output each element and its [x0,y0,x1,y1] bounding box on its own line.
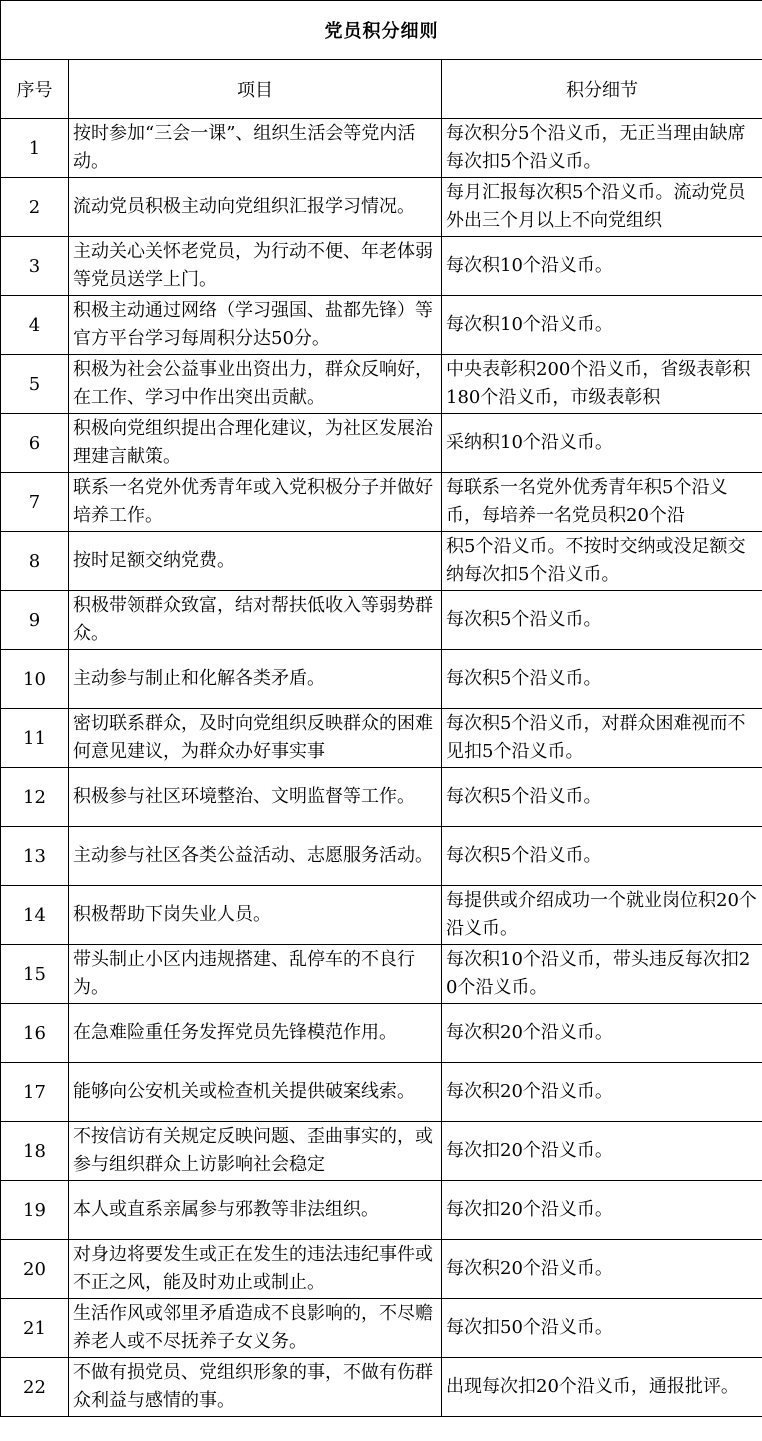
row-item-cell [69,532,442,591]
row-item-cell [69,768,442,827]
table-row [1,886,762,945]
row-detail-cell [442,709,762,768]
row-item-cell [69,1004,442,1063]
row-detail-text: 每联系一名党外优秀青年积5个沿义币，每培养一名党员积20个沿 [446,477,728,526]
row-detail-text: 每次积5个沿义币。 [446,786,602,807]
table-row [1,119,762,178]
table-row [1,768,762,827]
header-index: 序号 [1,60,69,119]
header-item: 项目 [69,60,442,119]
row-detail-text: 每次积20个沿义币。 [446,1258,613,1279]
table-row [1,650,762,709]
table-row [1,1299,762,1358]
row-item-cell [69,237,442,296]
row-detail-cell [442,1063,762,1122]
row-detail-cell [442,237,762,296]
table-row [1,532,762,591]
row-index: 21 [1,1299,69,1358]
table-row [1,945,762,1004]
row-item-text: 主动参与制止和化解各类矛盾。 [73,668,325,689]
row-detail-cell [442,473,762,532]
row-detail-text: 每次积10个沿义币。 [446,314,613,335]
row-item-cell [69,1358,442,1417]
row-index: 8 [1,532,69,591]
table-row [1,591,762,650]
table-title: 党员积分细则 [1,1,762,60]
row-detail-text: 每次积20个沿义币。 [446,1081,613,1102]
row-item-text: 积极向党组织提出合理化建议，为社区发展治理建言献策。 [73,418,433,467]
row-detail-cell [442,1004,762,1063]
row-item-text: 本人或直系亲属参与邪教等非法组织。 [73,1199,379,1220]
row-index: 2 [1,178,69,237]
row-item-text: 对身边将要发生或正在发生的违法违纪事件或不正之风，能及时劝止或制止。 [73,1244,433,1293]
row-item-text: 主动参与社区各类公益活动、志愿服务活动。 [73,845,433,866]
row-item-text: 带头制止小区内违规搭建、乱停车的不良行为。 [73,949,415,998]
table-row [1,1358,762,1417]
header-detail: 积分细节 [442,60,762,119]
row-item-cell [69,886,442,945]
row-item-cell [69,1240,442,1299]
row-detail-text: 积5个沿义币。不按时交纳或没足额交纳每次扣5个沿义币。 [446,536,746,585]
row-index: 14 [1,886,69,945]
row-detail-text: 每月汇报每次积5个沿义币。流动党员外出三个月以上不向党组织 [446,182,746,231]
row-detail-text: 每次扣20个沿义币。 [446,1199,613,1220]
row-item-text: 积极帮助下岗失业人员。 [73,904,271,925]
row-detail-cell [442,414,762,473]
row-item-text: 生活作风或邻里矛盾造成不良影响的，不尽赡养老人或不尽抚养子女义务。 [73,1303,433,1352]
row-item-cell [69,296,442,355]
row-item-text: 流动党员积极主动向党组织汇报学习情况。 [73,196,415,217]
row-item-text: 积极主动通过网络（学习强国、盐都先锋）等官方平台学习每周积分达50分。 [73,300,433,349]
row-index: 11 [1,709,69,768]
row-index: 16 [1,1004,69,1063]
row-item-cell [69,650,442,709]
table-row [1,237,762,296]
row-detail-text: 出现每次扣20个沿义币，通报批评。 [446,1376,739,1397]
table-row [1,178,762,237]
row-item-text: 积极参与社区环境整治、文明监督等工作。 [73,786,415,807]
row-detail-text: 每次扣20个沿义币。 [446,1140,613,1161]
table-row [1,1181,762,1240]
row-detail-text: 每次积5个沿义币。 [446,609,602,630]
row-index: 22 [1,1358,69,1417]
row-detail-cell [442,591,762,650]
table-row [1,355,762,414]
table-row [1,709,762,768]
row-index: 5 [1,355,69,414]
row-index: 10 [1,650,69,709]
row-item-text: 主动关心关怀老党员，为行动不便、年老体弱等党员送学上门。 [73,241,433,290]
row-detail-cell [442,178,762,237]
row-index: 13 [1,827,69,886]
row-index: 15 [1,945,69,1004]
row-detail-text: 每次积10个沿义币。 [446,255,613,276]
row-detail-cell [442,1240,762,1299]
row-item-cell [69,1122,442,1181]
row-index: 20 [1,1240,69,1299]
row-detail-text: 每次积20个沿义币。 [446,1022,613,1043]
row-detail-cell [442,296,762,355]
row-index: 19 [1,1181,69,1240]
row-detail-cell [442,532,762,591]
row-index: 18 [1,1122,69,1181]
row-item-cell [69,473,442,532]
row-item-cell [69,1063,442,1122]
row-item-cell [69,178,442,237]
row-detail-cell [442,1299,762,1358]
row-detail-cell [442,1358,762,1417]
row-index: 3 [1,237,69,296]
row-item-text: 联系一名党外优秀青年或入党积极分子并做好培养工作。 [73,477,433,526]
table-row [1,296,762,355]
table-row [1,1063,762,1122]
row-detail-cell [442,768,762,827]
row-item-text: 在急难险重任务发挥党员先锋模范作用。 [73,1022,397,1043]
row-index: 4 [1,296,69,355]
row-item-cell [69,1181,442,1240]
row-item-cell [69,414,442,473]
row-item-text: 能够向公安机关或检查机关提供破案线索。 [73,1081,415,1102]
row-item-text: 不做有损党员、党组织形象的事，不做有伤群众利益与感情的事。 [73,1362,433,1411]
row-index: 7 [1,473,69,532]
row-index: 17 [1,1063,69,1122]
row-detail-cell [442,355,762,414]
row-item-text: 积极带领群众致富，结对帮扶低收入等弱势群众。 [73,595,433,644]
row-detail-text: 采纳积10个沿义币。 [446,432,613,453]
table-row [1,1122,762,1181]
row-index: 6 [1,414,69,473]
row-detail-text: 每次积10个沿义币，带头违反每次扣20个沿义币。 [446,949,751,998]
row-detail-text: 每次积5个沿义币。 [446,845,602,866]
row-item-cell [69,1299,442,1358]
row-index: 1 [1,119,69,178]
row-item-cell [69,709,442,768]
row-item-cell [69,827,442,886]
table-row [1,473,762,532]
row-detail-cell [442,1122,762,1181]
row-item-text: 密切联系群众，及时向党组织反映群众的困难何意见建议，为群众办好事实事 [73,713,433,762]
row-item-text: 按时足额交纳党费。 [73,550,235,571]
table-row [1,414,762,473]
row-detail-text: 中央表彰积200个沿义币，省级表彰积180个沿义币，市级表彰积 [446,359,751,408]
table-row [1,1240,762,1299]
row-detail-cell [442,945,762,1004]
header-row [1,60,762,119]
row-item-text: 按时参加“三会一课”、组织生活会等党内活动。 [73,123,416,172]
title-row [1,1,762,60]
row-item-cell [69,119,442,178]
row-detail-cell [442,886,762,945]
row-detail-text: 每提供或介绍成功一个就业岗位积20个沿义币。 [446,890,757,939]
row-index: 12 [1,768,69,827]
row-item-text: 不按信访有关规定反映问题、歪曲事实的，或参与组织群众上访影响社会稳定 [73,1126,433,1175]
row-detail-cell [442,650,762,709]
row-detail-text: 每次积5个沿义币。 [446,668,602,689]
row-detail-text: 每次扣50个沿义币。 [446,1317,613,1338]
row-item-text: 积极为社会公益事业出资出力，群众反响好，在工作、学习中作出突出贡献。 [73,359,433,408]
row-detail-text: 每次积分5个沿义币，无正当理由缺席每次扣5个沿义币。 [446,123,746,172]
row-detail-text: 每次积5个沿义币，对群众困难视而不见扣5个沿义币。 [446,713,746,762]
row-detail-cell [442,1181,762,1240]
row-detail-cell [442,827,762,886]
row-item-cell [69,945,442,1004]
table-row [1,1004,762,1063]
row-item-cell [69,355,442,414]
row-item-cell [69,591,442,650]
table-row [1,827,762,886]
row-detail-cell [442,119,762,178]
row-index: 9 [1,591,69,650]
